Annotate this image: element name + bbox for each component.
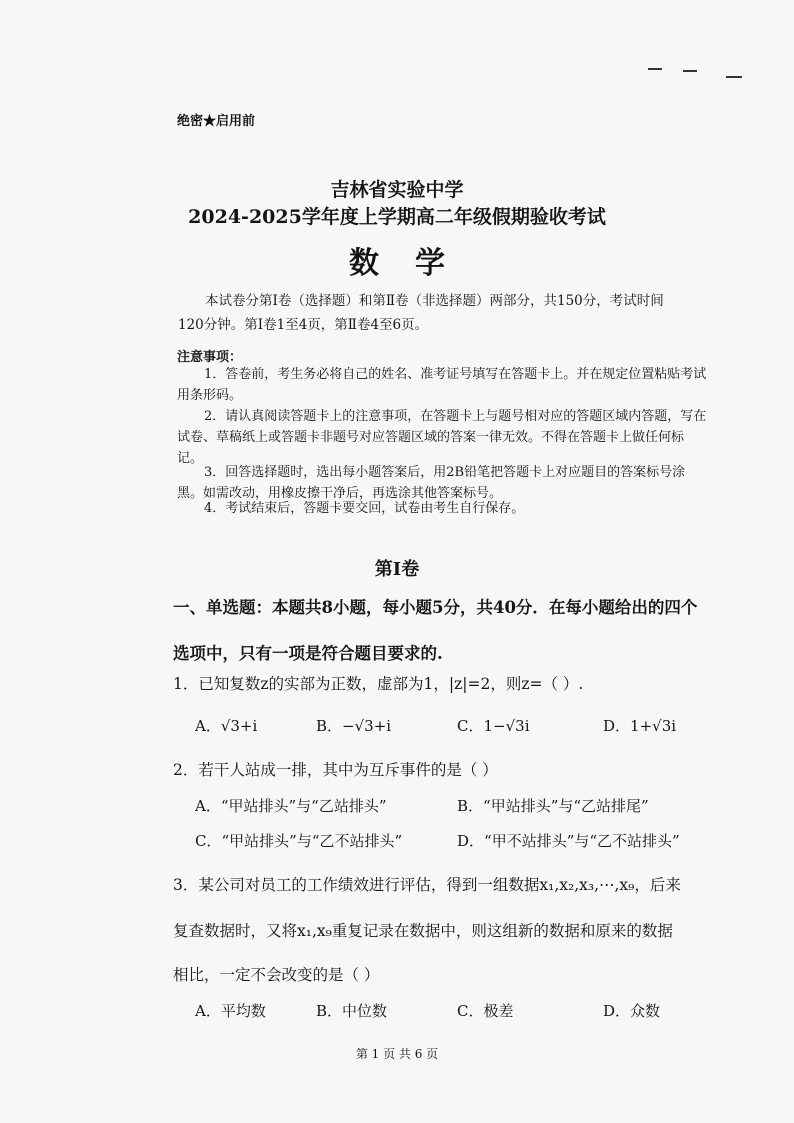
- note-item: 3．回答选择题时，选出每小题答案后，用2B铅笔把答题卡上对应题目的答案标号涂黑。如需改动，用橡皮擦干净后，再选涂其他答案标号。: [177, 465, 686, 501]
- question-3-option-b: B．中位数: [316, 1002, 388, 1020]
- question-1-stem: 1．已知复数z的实部为正数，虚部为1，|z|=2，则z=（ ）.: [173, 675, 584, 693]
- confidential-label: 绝密★启用前: [177, 114, 256, 129]
- notes-title: 注意事项：: [177, 350, 243, 365]
- question-1-option-d: D．1+√3i: [603, 717, 677, 735]
- question-2-option-d: D．“甲不站排头”与“乙不站排头”: [457, 832, 680, 850]
- question-3-stem-line-1: 3．某公司对员工的工作绩效进行评估，得到一组数据x₁,x₂,x₃,⋯,x₉，后来: [173, 876, 681, 894]
- question-2-stem: 2．若干人站成一排，其中为互斥事件的是（ ）: [173, 761, 498, 779]
- scan-mark: [726, 76, 742, 78]
- page-footer: 第 1 页 共 6 页: [355, 1047, 439, 1061]
- question-3-option-d: D．众数: [603, 1002, 661, 1020]
- scan-mark: [683, 70, 697, 72]
- note-item: 4．考试结束后，答题卡要交回，试卷由考生自行保存。: [204, 501, 525, 516]
- section-line-1: 一、单选题：本题共8小题，每小题5分，共40分．在每小题给出的四个: [173, 598, 698, 617]
- question-1-option-b: B．−√3+i: [316, 717, 392, 735]
- question-1-option-a: A．√3+i: [195, 717, 258, 735]
- intro-line-2: 120分钟。第Ⅰ卷1至4页，第Ⅱ卷4至6页。: [178, 317, 429, 333]
- question-1-option-c: C．1−√3i: [457, 717, 530, 735]
- part-title: 第Ⅰ卷: [374, 559, 420, 580]
- question-2-option-a: A．“甲站排头”与“乙站排头”: [195, 797, 387, 815]
- note-item: 2．请认真阅读答题卡上的注意事项，在答题卡上与题号相对应的答题区域内答题，写在试卷、草稿纸上或答题卡非题号对应答题区域的答案一律无效。不得在答题卡上做任何标记。: [177, 409, 707, 466]
- note-item: 1．答卷前，考生务必将自己的姓名、准考证号填写在答题卡上。并在规定位置粘贴考试用条形码。: [177, 367, 707, 403]
- exam-title: 2024-2025学年度上学期高二年级假期验收考试: [188, 206, 606, 228]
- question-3-option-a: A．平均数: [195, 1002, 266, 1020]
- subject-title: 数学: [349, 246, 481, 281]
- question-2-option-b: B．“甲站排头”与“乙站排尾”: [457, 797, 649, 815]
- exam-intro: [178, 289, 708, 337]
- question-3-stem-line-3: 相比，一定不会改变的是（ ）: [173, 966, 380, 984]
- intro-line-1: 本试卷分第Ⅰ卷（选择题）和第Ⅱ卷（非选择题）两部分，共150分，考试时间: [205, 293, 664, 309]
- question-2-option-c: C．“甲站排头”与“乙不站排头”: [195, 832, 403, 850]
- school-name: 吉林省实验中学: [330, 179, 464, 201]
- section-heading: [173, 585, 713, 677]
- question-3-stem-line-2: 复查数据时，又将x₁,x₉重复记录在数据中，则这组新的数据和原来的数据: [173, 922, 673, 940]
- question-3-option-c: C．极差: [457, 1002, 514, 1020]
- scan-mark: [648, 68, 662, 70]
- section-line-2: 选项中，只有一项是符合题目要求的.: [173, 644, 443, 663]
